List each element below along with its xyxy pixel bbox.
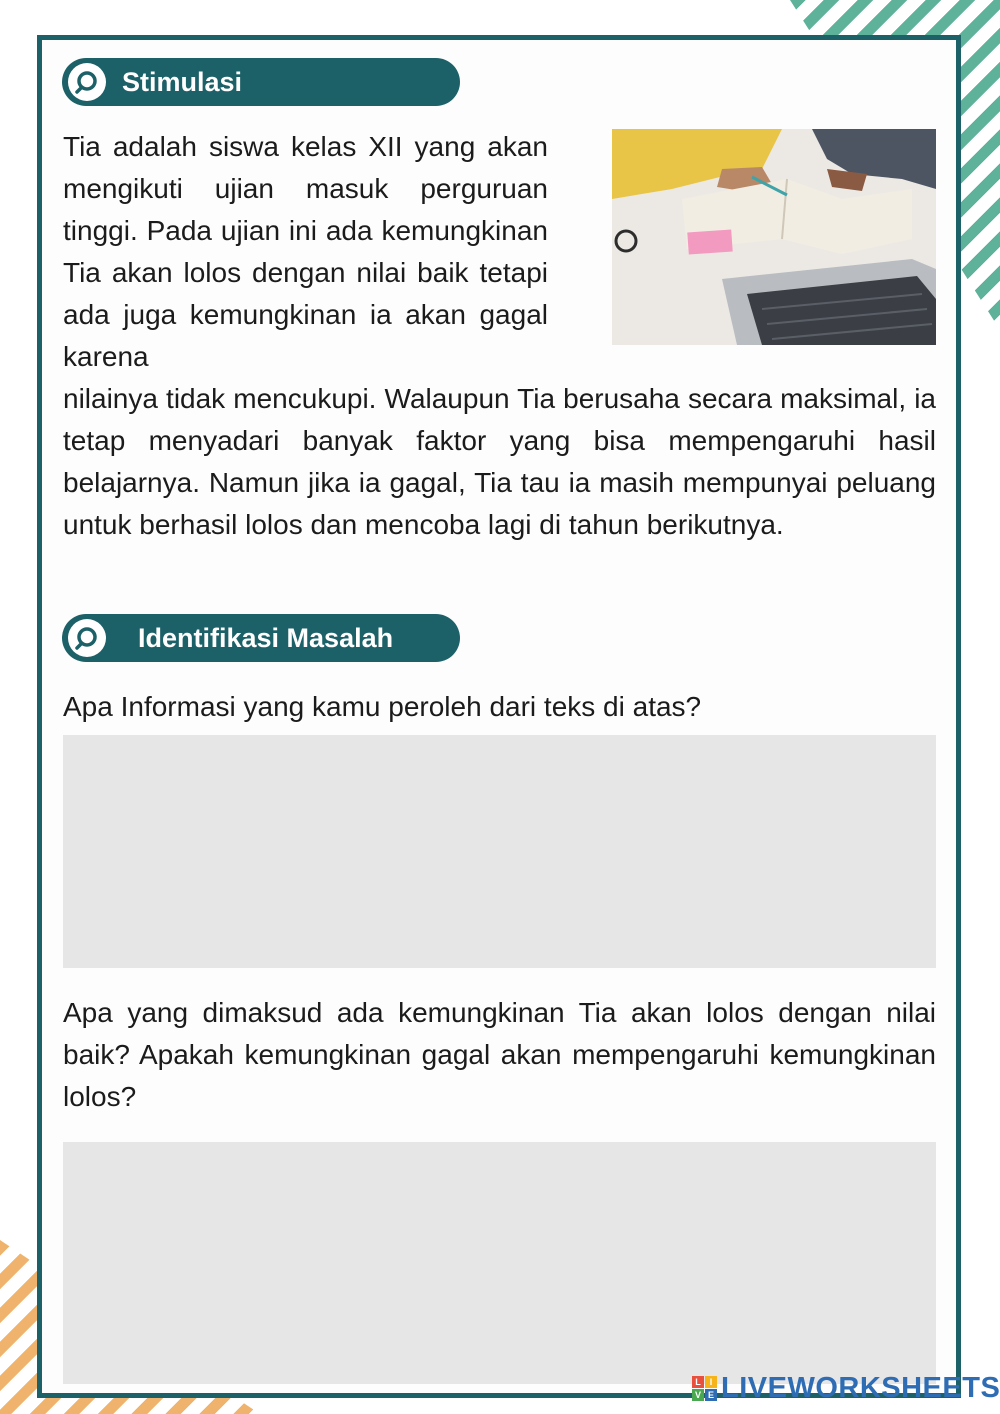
logo-text: LIVEWORKSHEETS bbox=[721, 1371, 1000, 1404]
magnifier-icon bbox=[68, 63, 106, 101]
section-header-identifikasi bbox=[62, 614, 460, 662]
answer-box-1[interactable] bbox=[63, 735, 936, 968]
study-photo bbox=[612, 129, 936, 345]
logo-tile-icon: L I V E bbox=[692, 1376, 717, 1401]
stimulus-paragraph-part-1: Tia adalah siswa kelas XII yang akan mengikuti ujian masuk perguruan tinggi. Pada ujian ini ada kemungkinan Tia akan lolos dengan nilai baik tetapi ada juga kemungkinan ia akan gagal karena bbox=[63, 131, 548, 372]
section-title: Identifikasi Masalah bbox=[138, 622, 394, 653]
liveworksheets-logo bbox=[692, 1372, 1000, 1404]
question-2-text: Apa yang dimaksud ada kemungkinan Tia akan lolos dengan nilai baik? Apakah kemungkinan gagal akan mempengaruhi kemungkinan lolos? bbox=[63, 997, 936, 1112]
answer-box-2[interactable] bbox=[63, 1142, 936, 1384]
question-1-text: Apa Informasi yang kamu peroleh dari teks di atas? bbox=[63, 691, 702, 722]
section-title: Stimulasi bbox=[122, 66, 243, 97]
magnifier-icon bbox=[68, 619, 106, 657]
stimulus-paragraph-part-2: nilainya tidak mencukupi. Walaupun Tia berusaha secara maksimal, ia tetap menyadari banyak faktor yang bisa mempengaruhi hasil belajarnya. Namun jika ia gagal, Tia tau ia masih mempunyai peluang untuk berhasil lolos dan mencoba lagi di tahun berikutnya. bbox=[63, 383, 936, 540]
section-header-stimulasi bbox=[62, 58, 460, 106]
